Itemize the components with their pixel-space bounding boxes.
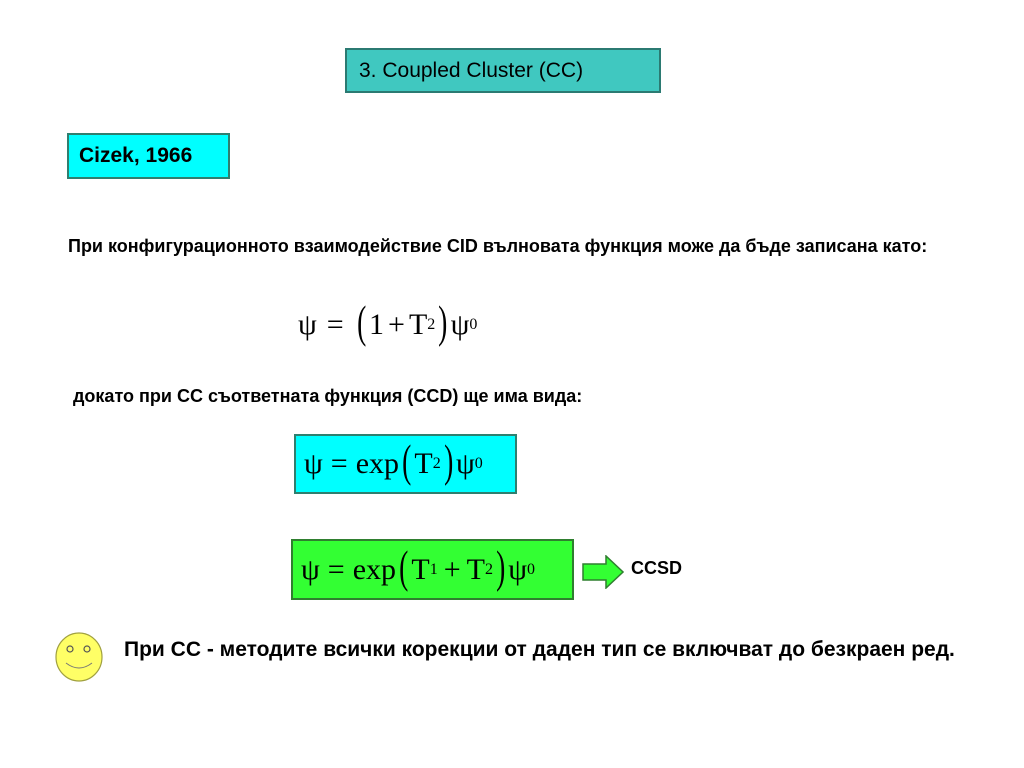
formula-ccd xyxy=(294,434,517,494)
plus-sign: + xyxy=(388,308,405,341)
psi-zero-subscript: 0 xyxy=(527,560,536,578)
right-arrow-icon xyxy=(582,555,624,589)
right-paren: ) xyxy=(496,540,506,592)
psi-zero: ψ xyxy=(508,552,528,586)
right-paren: ) xyxy=(443,435,453,486)
t-subscript: 2 xyxy=(427,316,436,333)
t-operator: T xyxy=(414,447,433,480)
equals-sign: = xyxy=(327,552,345,586)
slide-title: 3. Coupled Cluster (CC) xyxy=(345,48,661,93)
t-operator: T xyxy=(408,308,428,341)
ccd-description: докато при CC съответната функция (CCD) ще има вида: xyxy=(73,386,583,406)
author-citation: Cizek, 1966 xyxy=(67,133,230,179)
left-paren: ( xyxy=(399,540,409,592)
smiley-face-icon xyxy=(54,631,104,683)
ccsd-label: CCSD xyxy=(631,558,683,578)
t1-operator: T xyxy=(411,552,430,586)
right-paren: ) xyxy=(438,296,448,347)
psi-zero-subscript: 0 xyxy=(469,316,478,333)
formula-cid xyxy=(298,296,478,348)
psi-zero-subscript: 0 xyxy=(474,455,483,472)
left-paren: ( xyxy=(356,296,366,347)
psi-zero: ψ xyxy=(456,447,475,480)
psi-symbol: ψ xyxy=(304,447,323,480)
psi-symbol: ψ xyxy=(298,308,317,341)
t-subscript: 2 xyxy=(432,455,441,472)
cid-description: При конфигурационното взаимодействие CID вълновата функция може да бъде записана като: xyxy=(68,236,928,256)
psi-symbol: ψ xyxy=(301,552,320,586)
cc-summary-text: При CC - методите всички корекции от даден тип се включват до безкраен ред. xyxy=(124,638,955,661)
exp-function: exp xyxy=(355,447,400,480)
left-paren: ( xyxy=(402,435,412,486)
plus-sign: + xyxy=(443,552,461,586)
exp-function: exp xyxy=(352,552,397,586)
t2-operator: T xyxy=(466,552,485,586)
psi-zero: ψ xyxy=(450,308,470,341)
formula-ccsd xyxy=(291,539,574,600)
one: 1 xyxy=(369,308,385,341)
t1-subscript: 1 xyxy=(429,560,438,578)
t2-subscript: 2 xyxy=(484,560,493,578)
equals-sign: = xyxy=(326,308,344,341)
equals-sign: = xyxy=(330,447,348,480)
